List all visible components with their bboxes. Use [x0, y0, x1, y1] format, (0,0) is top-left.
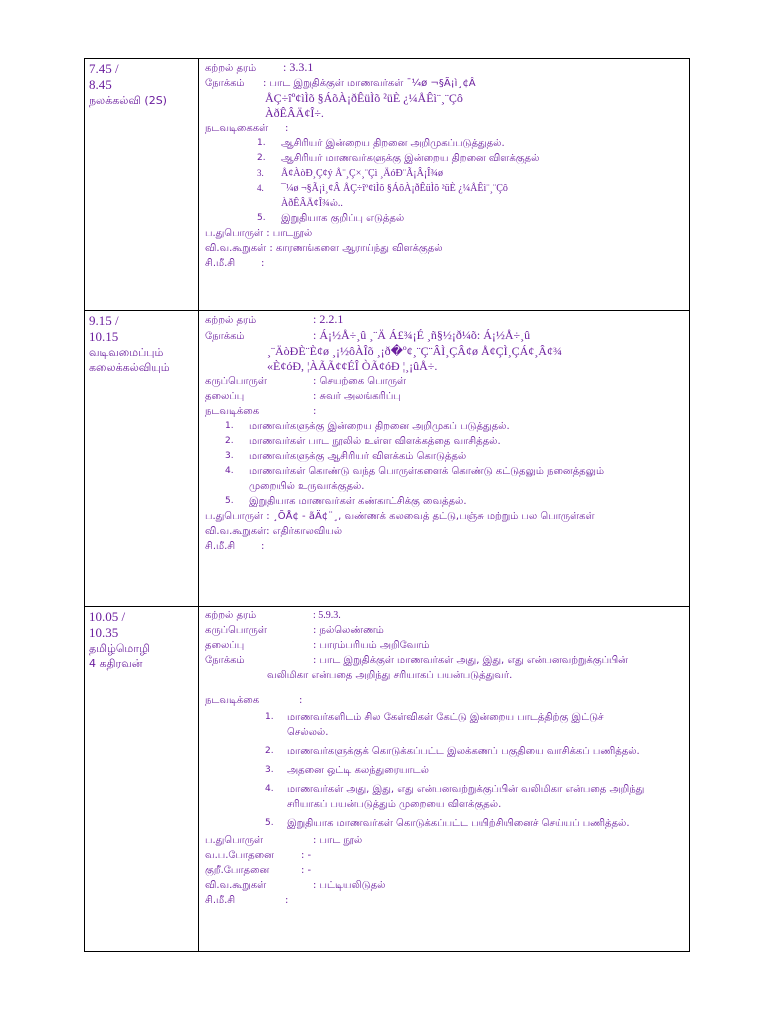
materials-row: ப.துபொருள் : பாடநூல்	[205, 228, 313, 239]
period-time-start: 9.15 /	[89, 313, 119, 328]
period-subject: தமிழ்மொழி	[89, 642, 150, 655]
activity-step: 1. மாணவர்களுக்கு இன்றைய திறனை அறிமுகப் படுத்துதல்.	[225, 421, 510, 432]
materials-row: ப.துபொருள் : ¸ÕÅ¢ - ãÄ¢¨¸, வண்ணக் கலவைத் தட்டு,பஞ்சு மற்றும் பல பொருள்கள்	[205, 511, 595, 522]
activity-steps	[205, 419, 683, 509]
period-row	[85, 311, 690, 607]
row-label: கற்றல் தரம்	[205, 63, 257, 74]
period-row	[85, 59, 690, 311]
lesson-plan-table	[84, 58, 690, 952]
period-time-end: 8.45	[89, 77, 112, 92]
activity-step: 5. இறுதியாக மாணவர்கள் கொடுக்கப்பட்ட பயிற்சியினைச் செய்யப் பணித்தல்.	[265, 818, 630, 829]
values-row: வி.வ.கூறுகள்: எதிர்காலவியல்	[205, 526, 343, 537]
activity-step: 5. இறுதியாக மாணவர்கள் கண்காட்சிக்கு வைத்தல்.	[225, 496, 467, 507]
row-label: நோக்கம்	[205, 78, 245, 89]
activity-step: 4. ¯¼ø ¬§Ã¡ì¸¢Â ÅÇ÷îº¢ìÌõ §ÁõÀ¡ðÊüÌõ ²üÈ ¿¼ÅÊì¨¸¨Çô ÀðÊÂÄ¢Î¾ல்..	[257, 183, 508, 209]
enrichment-row: குறீ.போதனை : -	[205, 865, 312, 876]
values-row: வி.வ.கூறுகள் : காரணங்களை ஆராய்ந்து விளக்குதல்	[205, 243, 443, 254]
objective-continuation: «È¢óÐ, ¦ÀÃÃ¢¢ÉÎ ÒÃ¢óÐ ¦¸¡ûÅ÷.	[267, 359, 438, 373]
theme-row: கருப்பொருள் : செயற்கை பொருள்	[205, 376, 407, 387]
row-value: : 3.3.1	[283, 60, 314, 74]
period-time-cell	[85, 311, 199, 607]
spacer	[205, 683, 683, 693]
objective-continuation: ÅÇ÷îº¢ìÌõ §ÁõÀ¡ðÊüÌõ ²üÈ ¿¼ÅÊì¨¸¨Çô	[265, 91, 463, 105]
period-time-start: 10.05 /	[89, 609, 126, 624]
activity-step: 3. Å¢ÀòÐ¸Ç¢ý Å¨¸Ç×¸¨Çì ¸ÄóÐ¨Ã¡Â¡Î¾ø	[257, 168, 444, 179]
values-row: வி.வ.கூறுகள் : பட்டியலிடுதல்	[205, 880, 386, 891]
learning-standard-row: கற்றல் தரம் : 5.9.3.	[205, 610, 341, 621]
activity-steps	[205, 136, 683, 226]
topic-row: தலைப்பு : சுவர் அலங்கரிப்பு	[205, 391, 401, 402]
theme-row: கருப்பொருள் : நல்லெண்ணம்	[205, 625, 384, 636]
objective-continuation: ÀðÊÂÄ¢Î÷.	[265, 106, 324, 120]
row-value: :	[285, 123, 289, 134]
objective-continuation: வலிமிகா என்பதை அறிந்து சரியாகப் பயன்படுத்துவர்.	[267, 670, 513, 681]
period-content-cell	[199, 607, 690, 952]
period-subject: நலக்கல்வி (2S)	[89, 94, 167, 107]
period-time-cell	[85, 607, 199, 952]
activity-step: 1. ஆசிரியர் இன்றைய திறனை அறிமுகப்படுத்துதல்.	[257, 138, 505, 149]
objective-continuation: ¸¨ÄòÐÈ¨È¢ø ¸¡½ôÀÎõ ¸¡ð�º¢¸¨Ç¨ÂÌ¸ÇÂ¢ø Å¢ÇÌ¸ÇÁ¢¸Â¢¾	[267, 344, 562, 358]
activity-step: 3. அதனை ஒட்டி கலந்துரையாடல்	[265, 765, 429, 776]
objective-row: நோக்கம் : பாட இறுதிக்குள் மாணவர்கள் அது, இது, எது என்பனவற்றுக்குப்பின்	[205, 655, 628, 666]
activities-row: நடவடிக்கை :	[205, 695, 303, 706]
period-class: 4 கதிரவன்	[89, 657, 143, 670]
activity-step: 2. மாணவர்களுக்குக் கொடுக்கப்பட்ட இலக்கணப் பகுதியை வாசிக்கப் பணித்தல்.	[265, 746, 640, 757]
row-value: : பாட இறுதிக்குள் மாணவர்கள் ¯¼ø ¬§Ã¡ì¸¢Â	[263, 78, 476, 89]
learning-standard-row	[205, 60, 683, 76]
activity-step: 1. மாணவர்களிடம் சில கேள்விகள் கேட்டு இன்றைய பாடத்திற்கு இட்டுச் செல்லல்.	[265, 712, 604, 738]
period-row	[85, 607, 690, 952]
topic-row: தலைப்பு : பாரம்பரியம் அறிவோம்	[205, 640, 430, 651]
activity-step: 3. மாணவர்களுக்கு ஆசிரியர் விளக்கம் கொடுத்தல்	[225, 451, 467, 462]
materials-row: ப.துபொருள் : பாட நூல்	[205, 835, 363, 846]
period-time-end: 10.15	[89, 329, 119, 344]
activity-steps	[205, 710, 683, 831]
remedial-row: வ.ப.போதனை : -	[205, 850, 312, 861]
activities-row: நடவடிக்கை :	[205, 406, 317, 417]
period-time-start: 7.45 /	[89, 61, 119, 76]
period-content-cell	[199, 59, 690, 311]
activity-step: 4. மாணவர்கள் அது, இது, எது என்பனவற்றுக்குப்பின் வலிமிகா என்பதை அறிந்து சரியாகப் பயன்படுத்தும் முறையை விளக்குதல்.	[265, 784, 645, 810]
period-subject: வடிவமைப்பும் கலைக்கல்வியும்	[89, 346, 170, 374]
activity-step: 4. மாணவர்கள் கொண்டு வந்த பொருள்களைக் கொண்டு கட்டுதலும் நனைத்தலும் முறையில் உருவாக்குதல்.	[225, 466, 605, 492]
objective-row: நோக்கம் : Á¡½Å÷¸û ¸¨Ä Á£¾¡É ¸ñ§½¡ð¼õ: Á¡½Å÷¸û	[205, 328, 531, 342]
lesson-plan-page	[84, 58, 690, 952]
period-content-cell	[199, 311, 690, 607]
activity-step: 2. ஆசிரியர் மாணவர்களுக்கு இன்றைய திறனை விளக்குதல்	[257, 153, 540, 164]
period-time-cell	[85, 59, 199, 311]
period-time-end: 10.35	[89, 625, 119, 640]
row-label: நடவடிகைகள்	[205, 123, 269, 134]
reflection-row: சி.மீ.சி :	[205, 258, 265, 269]
reflection-row: சி.மீ.சி :	[205, 541, 265, 552]
activities-row	[205, 121, 683, 136]
reflection-row: சி.மீ.சி :	[205, 895, 289, 906]
objective-row	[205, 76, 683, 91]
activity-step: 2. மாணவர்கள் பாட நூலில் உள்ள விளக்கத்தை வாசித்தல்.	[225, 436, 501, 447]
activity-step: 5. இறுதியாக குறிப்பு எடுத்தல்	[257, 213, 405, 224]
learning-standard-row: கற்றல் தரம் : 2.2.1	[205, 312, 344, 326]
